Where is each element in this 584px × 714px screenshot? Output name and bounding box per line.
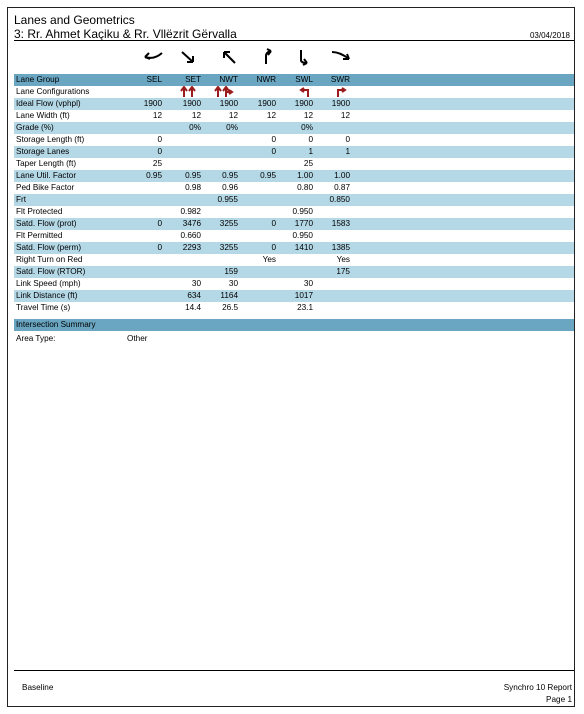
cell-set: 0.95 [185,171,201,180]
through-right-arrows-icon [212,86,238,98]
cell-swl: 1900 [294,99,313,108]
cell-set: 0.98 [185,183,201,192]
cell-swl: 0.950 [292,207,313,216]
row-label: Lane Util. Factor [16,171,77,180]
left-turn-arrow-icon [287,86,313,98]
cell-sel: 0.95 [146,171,162,180]
cell-swr: 0 [345,135,350,144]
cell-swl: 1770 [294,219,313,228]
cell-nwr: 0 [271,243,276,252]
nwt-arrow-icon [220,48,238,66]
cell-sel: 25 [152,159,162,168]
cell-set: 0% [189,123,201,132]
cell-set: 1900 [182,99,201,108]
table-row [14,122,574,134]
cell-swr: 1900 [331,99,350,108]
lane-table [14,74,574,314]
lane-configurations-row [14,86,574,98]
row-label: Satd. Flow (perm) [16,243,82,252]
table-row [14,242,574,254]
cell-set: 3476 [182,219,201,228]
row-label: Storage Lanes [16,147,70,156]
row-label: Satd. Flow (RTOR) [16,267,86,276]
table-row [14,170,574,182]
area-type-value: Other [127,334,148,343]
cell-nwt: 1164 [220,291,238,300]
cell-swl: 1017 [294,291,313,300]
cell-nwt: 159 [224,267,238,276]
area-type-label: Area Type: [16,334,56,343]
right-turn-arrow-icon [324,86,350,98]
cell-swr: 1583 [331,219,350,228]
table-row [14,290,574,302]
cell-swl: 0% [301,123,313,132]
footer-software: Synchro 10 Report [503,683,572,692]
cell-nwt: 0.96 [222,183,238,192]
two-through-arrows-icon [175,86,201,98]
title-divider [14,40,574,41]
table-row [14,278,574,290]
row-label: Travel Time (s) [16,303,71,312]
cell-swl: 0.950 [292,231,313,240]
row-label: Right Turn on Red [16,255,83,264]
cell-swr: 1 [345,147,350,156]
intersection-summary-header [14,319,574,331]
col-header-sel: SEL [146,75,162,84]
cell-swl: 1410 [294,243,313,252]
cell-set: 0.982 [180,207,201,216]
table-header-row [14,74,574,86]
table-row [14,254,574,266]
cell-swl: 12 [303,111,313,120]
cell-sel: 0 [157,135,162,144]
table-row [14,110,574,122]
cell-nwt: 0% [226,123,238,132]
table-row [14,302,574,314]
col-header-swr: SWR [330,75,350,84]
cell-sel: 1900 [143,99,162,108]
table-row [14,182,574,194]
swr-arrow-icon [330,48,352,64]
nwr-arrow-icon [260,48,274,66]
table-row [14,194,574,206]
cell-nwr: 0 [271,147,276,156]
table-row [14,218,574,230]
cell-set: 2293 [182,243,201,252]
cell-sel: 0 [157,147,162,156]
row-label: Grade (%) [16,123,54,132]
table-row [14,158,574,170]
cell-sel: 12 [152,111,162,120]
report-title: Lanes and Geometrics [14,13,135,27]
cell-nwt: 3255 [219,243,238,252]
cell-nwr: Yes [262,255,276,264]
cell-set: 634 [187,291,201,300]
report-date: 03/04/2018 [529,31,570,40]
cell-swl: 25 [303,159,313,168]
cell-set: 12 [191,111,201,120]
row-label: Flt Permitted [16,231,63,240]
table-row [14,266,574,278]
cell-swl: 0 [308,135,313,144]
row-label: Ideal Flow (vphpl) [16,99,81,108]
cell-nwt: 3255 [219,219,238,228]
table-row [14,146,574,158]
sel-arrow-icon [143,48,165,64]
col-header-nwr: NWR [256,75,276,84]
footer-divider [14,670,574,671]
cell-swr: 1385 [331,243,350,252]
cell-swr: 12 [340,111,350,120]
cell-swl: 1 [308,147,313,156]
cell-swr: Yes [336,255,350,264]
header-label: Lane Group [16,75,60,84]
intersection-summary-label: Intersection Summary [16,320,96,329]
col-header-swl: SWL [295,75,313,84]
cell-nwt: 0.955 [217,195,238,204]
cell-swl: 0.80 [297,183,313,192]
swl-arrow-icon [297,48,311,66]
cell-nwr: 0 [271,135,276,144]
cell-sel: 0 [157,243,162,252]
cell-nwt: 1900 [219,99,238,108]
footer-scenario: Baseline [22,683,54,692]
cell-nwr: 0.95 [260,171,276,180]
intersection-name: 3: Rr. Ahmet Kaçiku & Rr. Vllëzrit Gërvalla [14,27,237,41]
cell-nwr: 12 [266,111,276,120]
lane-configurations-label: Lane Configurations [16,87,90,96]
col-header-set: SET [185,75,201,84]
cell-swr: 175 [336,267,350,276]
cell-swl: 23.1 [297,303,313,312]
cell-set: 14.4 [185,303,201,312]
cell-nwt: 30 [228,279,238,288]
cell-set: 30 [191,279,201,288]
cell-nwr: 0 [271,219,276,228]
cell-swr: 1.00 [334,171,350,180]
cell-nwr: 1900 [257,99,276,108]
cell-swl: 1.00 [297,171,313,180]
cell-set: 0.660 [180,231,201,240]
cell-nwt: 26.5 [222,303,238,312]
table-row [14,230,574,242]
table-row [14,206,574,218]
col-header-nwt: NWT [219,75,238,84]
set-arrow-icon [179,48,197,66]
cell-swr: 0.87 [334,183,350,192]
row-label: Storage Length (ft) [16,135,85,144]
row-label: Taper Length (ft) [16,159,77,168]
row-label: Flt Protected [16,207,63,216]
cell-nwt: 0.95 [222,171,238,180]
row-label: Frt [16,195,27,204]
cell-nwt: 12 [228,111,238,120]
row-label: Link Distance (ft) [16,291,78,300]
row-label: Link Speed (mph) [16,279,81,288]
row-label: Satd. Flow (prot) [16,219,77,228]
table-row [14,98,574,110]
row-label: Ped Bike Factor [16,183,75,192]
footer-page: Page 1 [546,695,572,704]
cell-sel: 0 [157,219,162,228]
cell-swr: 0.850 [329,195,350,204]
table-row [14,134,574,146]
row-label: Lane Width (ft) [16,111,70,120]
cell-swl: 30 [303,279,313,288]
